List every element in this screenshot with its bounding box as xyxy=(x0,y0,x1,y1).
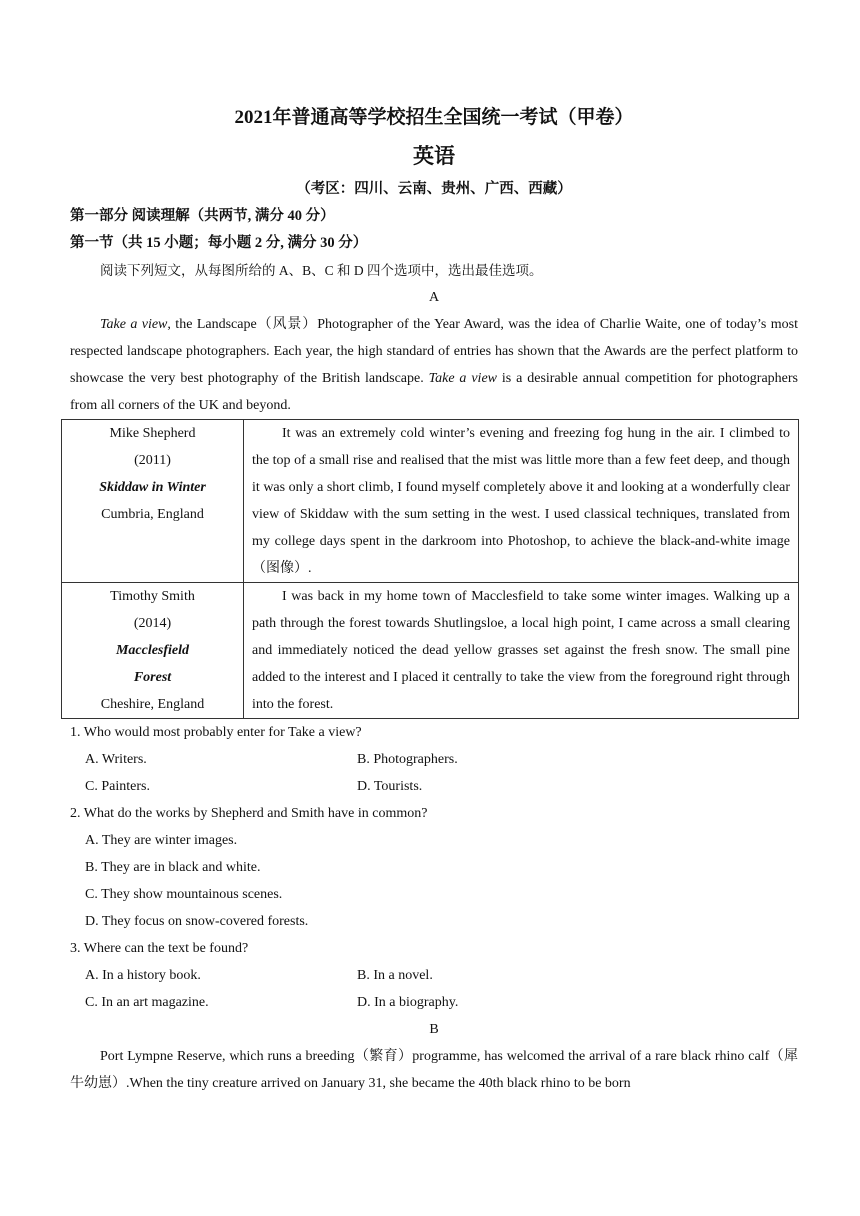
option-d: D. They focus on snow-covered forests. xyxy=(85,914,309,929)
work-description: I was back in my home town of Macclesfield to take some winter images. Walking up a path through the forest towards Shutlingsloe, a local high point, I came across a small clearing and immediately noticed the dead yellow grasses set against the fresh snow. The small pine added to the interest and I placed it centrally to take the view from the foreground right through into the forest. xyxy=(244,583,799,719)
passage-a-letter: A xyxy=(428,290,440,305)
option-b: B. They are in black and white. xyxy=(85,860,261,875)
exam-title: 2021年普通高等学校招生全国统一考试（甲卷） xyxy=(234,107,634,128)
question-stem: 3. Where can the text be found? xyxy=(70,941,249,956)
option-a: A. They are winter images. xyxy=(85,833,238,848)
intro-em: Take a view xyxy=(100,317,168,332)
option-c: C. Painters. xyxy=(85,779,150,794)
question-stem: 1. Who would most probably enter for Take a view? xyxy=(70,725,362,740)
exam-subject: 英语 xyxy=(413,144,455,168)
section-heading: 第一节（共 15 小题；每小题 2 分, 满分 30 分） xyxy=(70,235,368,251)
option-d: D. In a biography. xyxy=(357,995,459,1010)
work-place: Cheshire, England xyxy=(100,697,205,712)
work-title: Skiddaw in Winter xyxy=(99,480,206,495)
question-1 xyxy=(70,719,798,800)
option-a: A. Writers. xyxy=(85,752,147,767)
option-a: A. In a history book. xyxy=(85,968,201,983)
part-heading: 第一部分 阅读理解（共两节, 满分 40 分） xyxy=(70,208,335,224)
table-row xyxy=(62,420,799,583)
exam-page xyxy=(70,100,798,1097)
author-name: Mike Shepherd xyxy=(109,426,196,441)
passage-a-intro xyxy=(70,311,798,419)
option-d: D. Tourists. xyxy=(357,779,423,794)
option-c: C. In an art magazine. xyxy=(85,995,209,1010)
author-name: Timothy Smith xyxy=(110,589,195,604)
works-table xyxy=(61,419,799,719)
question-3 xyxy=(70,935,798,1016)
intro-rest: , the Landscape（风景）Photographer of the Year Award, was the idea of Charlie Waite, one of today’s most respected landscape photographers. Each year, the high standard of entries has shown that the Awards are the perfect platform to showcase the very best photography of the British landscape. xyxy=(70,317,799,386)
passage-b-letter: B xyxy=(429,1022,439,1037)
table-row xyxy=(62,583,799,719)
work-year: (2011) xyxy=(134,453,171,468)
passage-b-text: Port Lympne Reserve, which runs a breeding（繁育）programme, has welcomed the arrival of a rare black rhino calf（犀牛幼崽）.When the tiny creature arrived on January 31, she became the 40th black rhino to be born xyxy=(70,1049,798,1091)
option-b: B. Photographers. xyxy=(357,752,458,767)
question-2 xyxy=(70,800,798,935)
work-description: It was an extremely cold winter’s evening and freezing fog hung in the air. I climbed to the top of a small rise and realised that the mist was little more than a few feet deep, and though it was only a short climb, I found myself completely above it and looking at a wonderfully clear view of Skiddaw with the sum setting in the west. I used classical techniques, translated from my college days spent in the darkroom into Photoshop, to achieve the black-and-white image（图像）. xyxy=(244,420,799,583)
option-c: C. They show mountainous scenes. xyxy=(85,887,283,902)
author-cell xyxy=(62,583,244,719)
question-stem: 2. What do the works by Shepherd and Smith have in common? xyxy=(70,806,428,821)
exam-region: （考区：四川、云南、贵州、广西、西藏） xyxy=(296,181,572,197)
intro-end: is a desirable annual competition for photographers from all corners of the UK and beyond. xyxy=(70,371,798,413)
intro-em-2: Take a view xyxy=(428,371,497,386)
author-cell xyxy=(62,420,244,583)
work-title: Macclesfield xyxy=(115,643,190,658)
option-b: B. In a novel. xyxy=(357,968,433,983)
instructions: 阅读下列短文，从每图所给的 A、B、C 和 D 四个选项中，选出最佳选项。 xyxy=(100,263,543,278)
work-place: Cumbria, England xyxy=(101,507,204,522)
work-year: (2014) xyxy=(133,616,172,631)
work-title-line2: Forest xyxy=(133,670,172,685)
